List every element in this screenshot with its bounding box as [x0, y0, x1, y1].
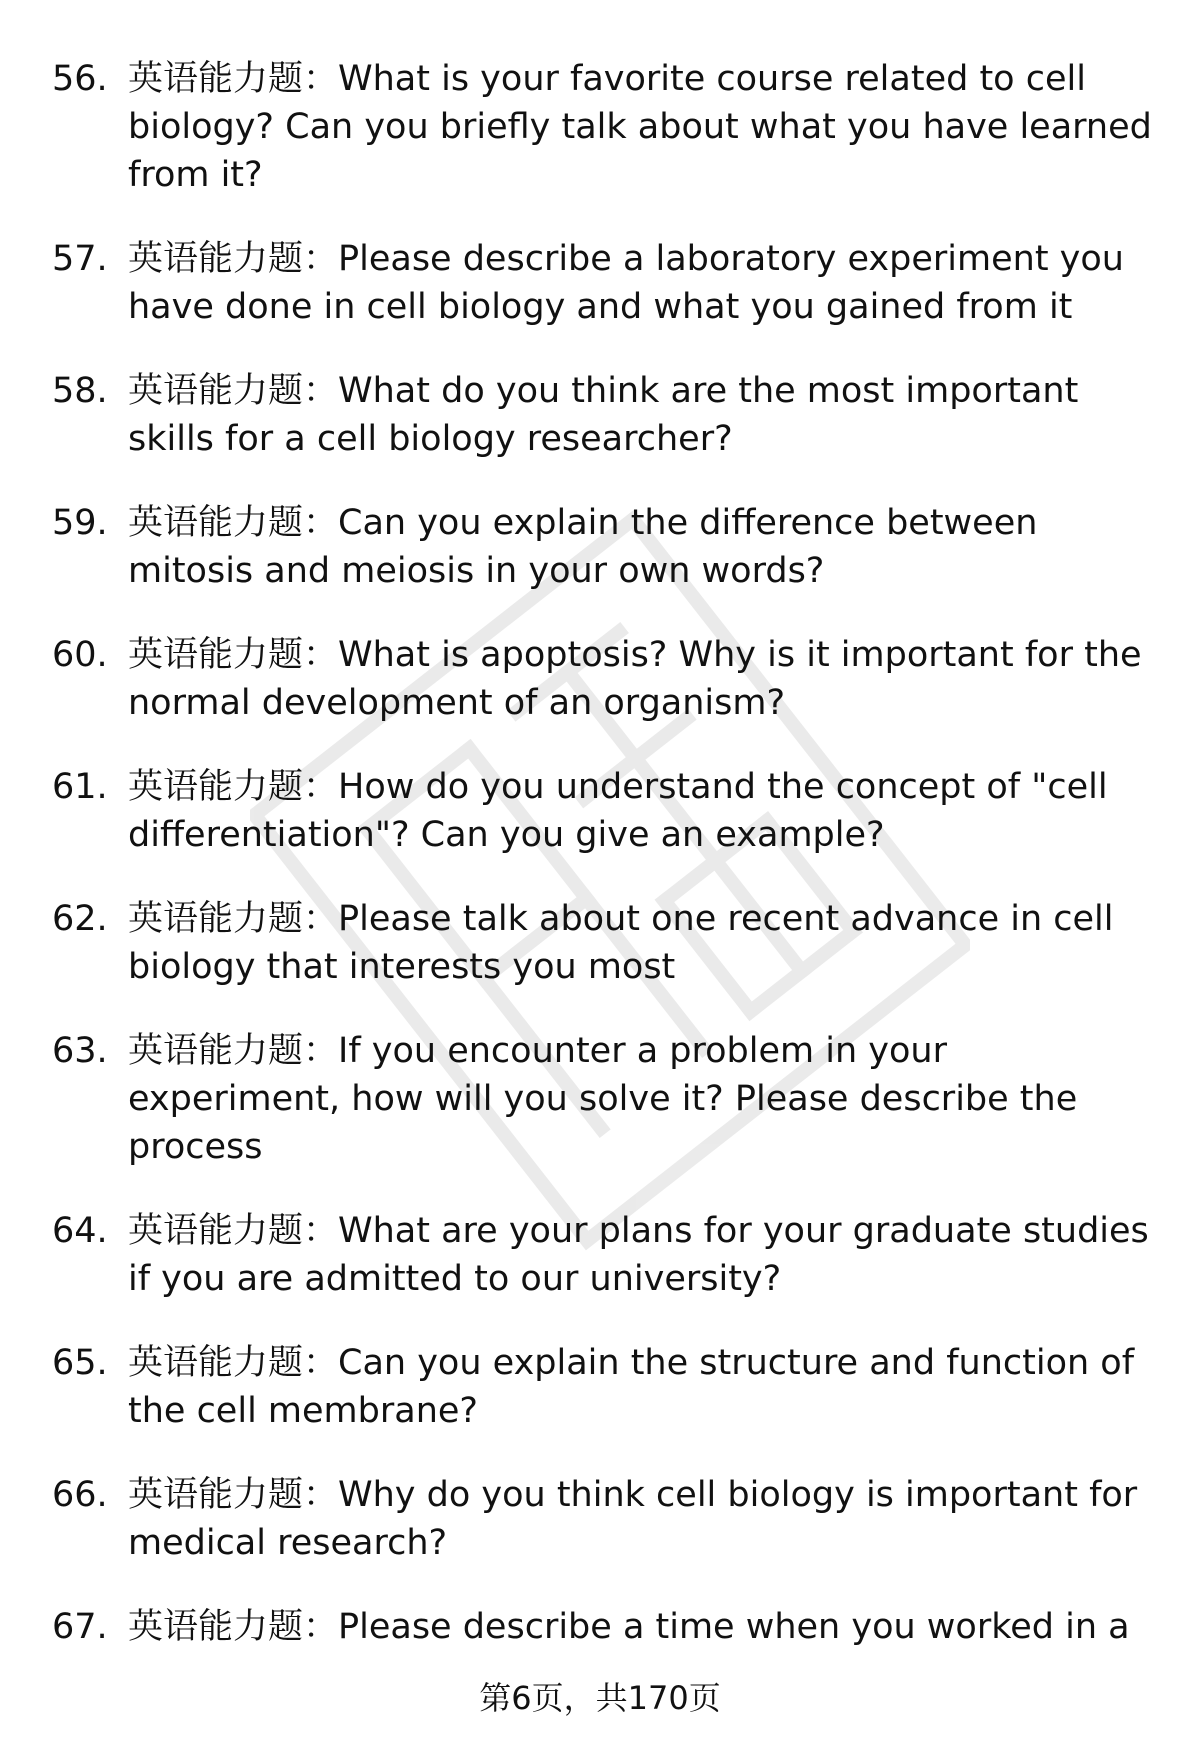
question-text: What are your plans for your graduate studies if you are admitted to our university? — [128, 1211, 1149, 1299]
question-number: 64. — [52, 1211, 108, 1251]
question-text: Can you explain the difference between mitosis and meiosis in your own words? — [128, 503, 1038, 591]
question-number: 62. — [52, 899, 108, 939]
question-text: Can you explain the structure and function of the cell membrane? — [128, 1343, 1135, 1431]
question-item — [0, 1471, 1200, 1567]
question-tag: 英语能力题： — [128, 59, 339, 99]
question-tag: 英语能力题： — [128, 635, 339, 675]
question-text: Please describe a laboratory experiment you have done in cell biology and what you gained from it — [128, 239, 1124, 327]
question-number: 65. — [52, 1343, 108, 1383]
question-number: 61. — [52, 767, 108, 807]
question-item — [0, 235, 1200, 331]
question-item — [0, 1207, 1200, 1303]
question-item — [0, 55, 1200, 199]
question-tag: 英语能力题： — [128, 1031, 339, 1071]
question-tag: 英语能力题： — [128, 1475, 339, 1515]
question-number: 63. — [52, 1031, 108, 1071]
question-number: 59. — [52, 503, 108, 543]
question-list — [0, 55, 1200, 1651]
question-number: 58. — [52, 371, 108, 411]
question-item — [0, 631, 1200, 727]
question-tag: 英语能力题： — [128, 767, 339, 807]
question-number: 67. — [52, 1607, 108, 1647]
question-tag: 英语能力题： — [128, 899, 339, 939]
question-number: 66. — [52, 1475, 108, 1515]
question-tag: 英语能力题： — [128, 1343, 339, 1383]
question-tag: 英语能力题： — [128, 239, 339, 279]
question-number: 56. — [52, 59, 108, 99]
question-text: If you encounter a problem in your experiment, how will you solve it? Please describe the process — [128, 1031, 1078, 1167]
question-text: Please describe a time when you worked in a — [338, 1607, 1130, 1647]
question-item — [0, 763, 1200, 859]
question-text: Why do you think cell biology is important for medical research? — [128, 1475, 1138, 1563]
question-tag: 英语能力题： — [128, 1607, 339, 1647]
question-number: 57. — [52, 239, 108, 279]
question-text: How do you understand the concept of "cell differentiation"? Can you give an example? — [128, 767, 1108, 855]
question-item — [0, 367, 1200, 463]
question-text: What do you think are the most important skills for a cell biology researcher? — [128, 371, 1079, 459]
question-text: Please talk about one recent advance in cell biology that interests you most — [128, 899, 1114, 987]
question-number: 60. — [52, 635, 108, 675]
question-tag: 英语能力题： — [128, 503, 339, 543]
question-text: What is your favorite course related to cell biology? Can you briefly talk about what you have learned from it? — [128, 59, 1152, 195]
question-item — [0, 1027, 1200, 1171]
question-item — [0, 895, 1200, 991]
question-item — [0, 1603, 1200, 1651]
question-item — [0, 499, 1200, 595]
question-item — [0, 1339, 1200, 1435]
question-tag: 英语能力题： — [128, 1211, 339, 1251]
question-text: What is apoptosis? Why is it important for the normal development of an organism? — [128, 635, 1142, 723]
question-tag: 英语能力题： — [128, 371, 339, 411]
page-number-footer: 第6页，共170页 — [479, 1679, 721, 1717]
